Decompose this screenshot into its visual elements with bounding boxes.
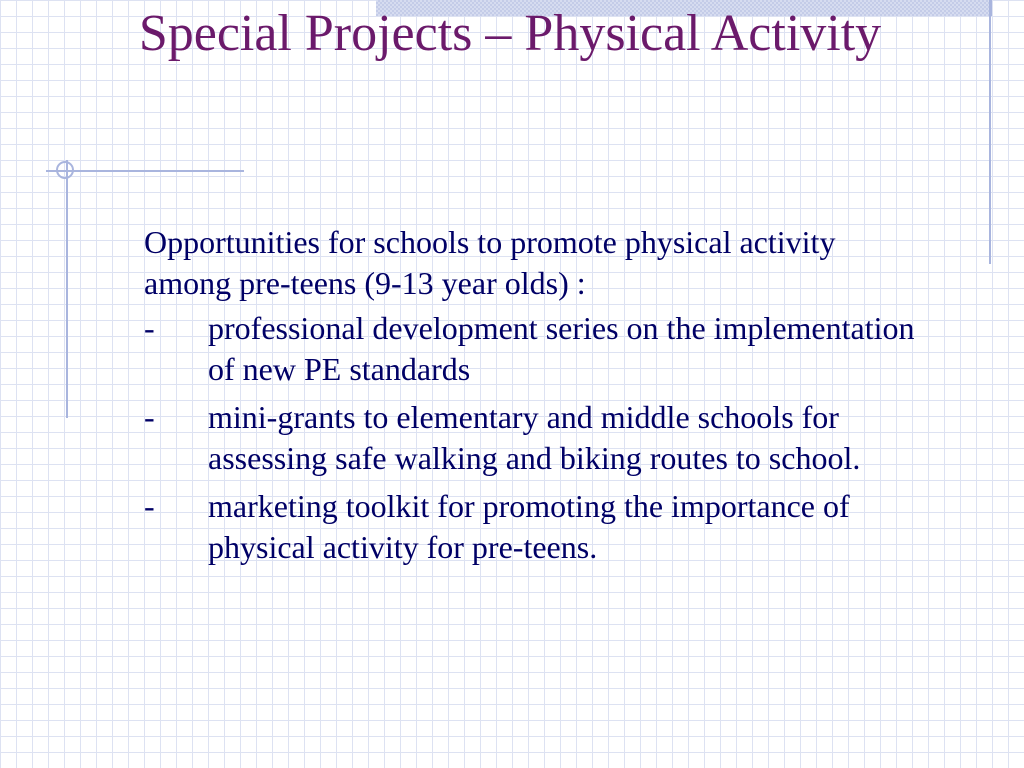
bullet-text: mini-grants to elementary and middle schools for assessing safe walking and biking routes to school. bbox=[208, 399, 861, 476]
right-decorative-line bbox=[989, 0, 991, 264]
slide-title: Special Projects – Physical Activity bbox=[138, 5, 882, 62]
bullet-item bbox=[144, 486, 938, 568]
bullet-list bbox=[144, 308, 944, 568]
horizontal-decorative-line bbox=[46, 170, 244, 172]
slide-body bbox=[144, 222, 944, 575]
dash-bullet-icon: - bbox=[144, 310, 155, 346]
circle-decoration-icon bbox=[56, 161, 74, 179]
dash-bullet-icon: - bbox=[144, 488, 155, 524]
bullet-text: marketing toolkit for promoting the importance of physical activity for pre-teens. bbox=[208, 488, 850, 565]
bullet-item bbox=[144, 308, 938, 390]
dash-bullet-icon: - bbox=[144, 399, 155, 435]
left-decorative-line bbox=[66, 160, 68, 418]
bullet-item bbox=[144, 397, 938, 479]
bullet-text: professional development series on the implementation of new PE standards bbox=[208, 310, 915, 387]
intro-paragraph: Opportunities for schools to promote physical activity among pre-teens (9-13 year olds) : bbox=[144, 224, 836, 301]
